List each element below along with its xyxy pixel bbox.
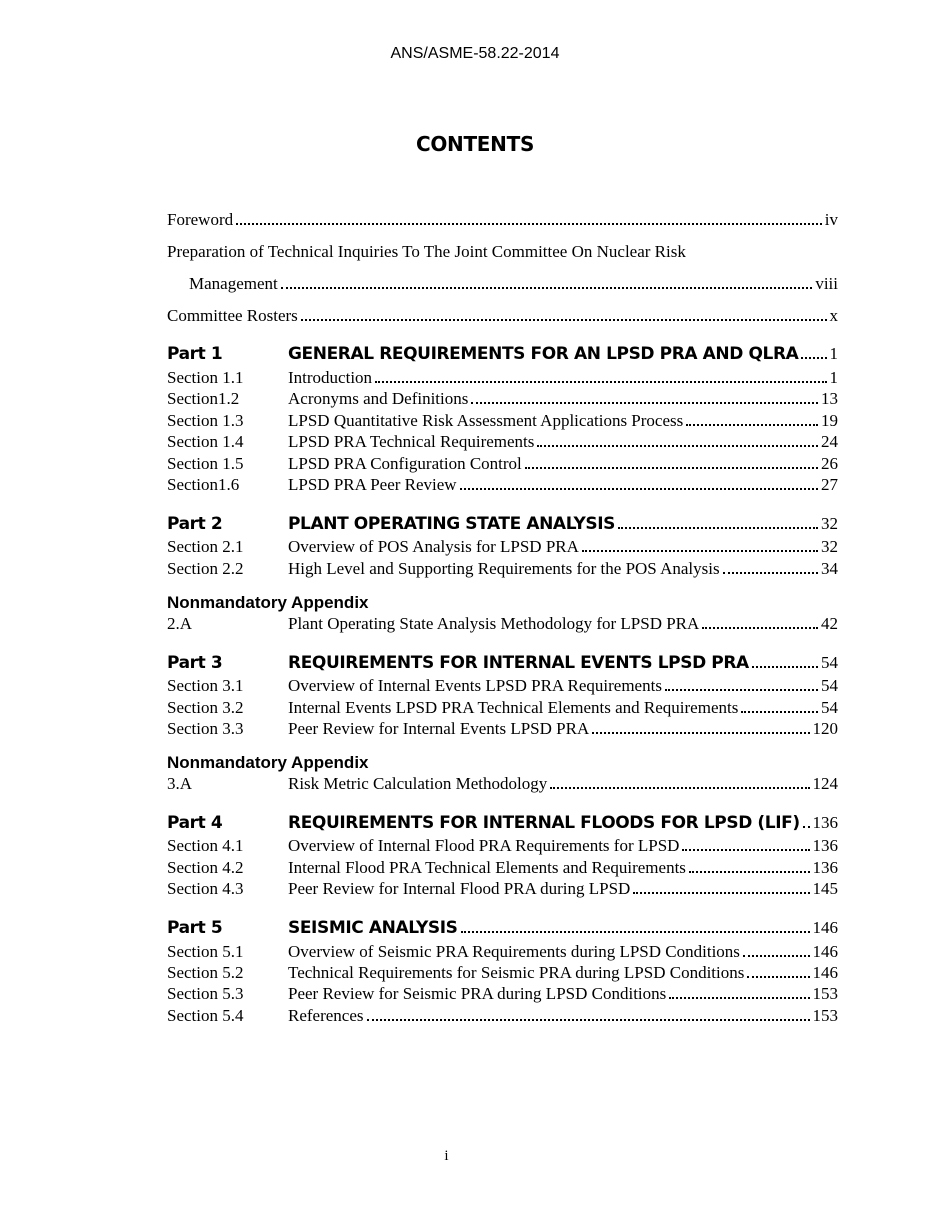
leader-dots [375,368,826,383]
leader-dots [743,942,810,957]
part-label: Part 4 [167,812,223,833]
section-title: LPSD PRA Technical Requirements [288,432,535,451]
toc-section[interactable] [167,942,838,962]
toc-section[interactable] [167,368,838,388]
toc-page-number: 145 [812,879,838,898]
toc-page-number: 146 [812,917,838,937]
toc-page-number: x [829,306,838,325]
section-title: LPSD Quantitative Risk Assessment Applications Process [288,411,684,430]
leader-dots [301,306,827,321]
leader-dots [665,676,818,691]
toc-page-number: 19 [821,411,838,430]
section-label: Section 5.4 [167,1006,244,1025]
toc-section[interactable] [167,559,838,579]
leader-dots [633,879,809,894]
toc-section[interactable] [167,698,838,718]
toc-section[interactable] [167,836,838,856]
section-label: Section 5.3 [167,984,244,1003]
leader-dots [747,963,809,978]
section-label: Section 4.2 [167,858,244,877]
appendix-label: 3.A [167,774,193,793]
toc-page-number: 1 [829,343,838,363]
leader-dots [537,432,818,447]
toc-part-5[interactable] [167,917,838,938]
toc-page-number: 24 [821,432,838,451]
toc-section[interactable] [167,719,838,739]
toc-entry-title: Foreword [167,210,234,229]
part-title: GENERAL REQUIREMENTS FOR AN LPSD PRA AND QLRA [288,343,799,364]
leader-dots [702,614,818,629]
toc-page-number: 54 [821,652,838,672]
section-title: LPSD PRA Peer Review [288,475,457,494]
section-label: Section1.2 [167,389,240,408]
part-title: REQUIREMENTS FOR INTERNAL EVENTS LPSD PRA [288,652,749,673]
leader-dots [686,411,818,426]
toc-section[interactable] [167,389,838,409]
toc-section[interactable] [167,879,838,899]
section-label: Section 4.1 [167,836,244,855]
toc-section[interactable] [167,475,838,495]
section-label: Section 5.1 [167,942,244,961]
leader-dots [803,812,810,828]
part-label: Part 2 [167,513,223,534]
toc-page-number: 13 [821,389,838,408]
page-header: ANS/ASME-58.22-2014 [390,45,560,62]
toc-part-1[interactable] [167,343,838,364]
toc-entry-foreword[interactable] [167,210,838,230]
leader-dots [689,858,810,873]
leader-dots [682,836,809,851]
leader-dots [752,652,818,668]
leader-dots [592,719,809,734]
section-title: Overview of Internal Flood PRA Requirements for LPSD [288,836,680,855]
toc-section[interactable] [167,537,838,557]
appendix-title: Plant Operating State Analysis Methodology for LPSD PRA [288,614,700,633]
section-title: Introduction [288,368,373,387]
toc-page-number: 120 [812,719,838,738]
section-label: Section1.6 [167,475,240,494]
leader-dots [550,774,809,789]
toc-entry-inquiries-cont[interactable] [167,274,838,294]
toc-page-number: iv [824,210,838,229]
section-title: Peer Review for Internal Flood PRA during LPSD [288,879,631,898]
section-title: References [288,1006,364,1025]
part-label: Part 3 [167,652,223,673]
toc-section[interactable] [167,676,838,696]
toc-page-number: 136 [812,812,838,832]
section-title: LPSD PRA Configuration Control [288,454,522,473]
leader-dots [669,984,809,999]
leader-dots [460,475,818,490]
leader-dots [461,917,810,933]
toc-page-number: 42 [821,614,838,633]
toc-part-2[interactable] [167,513,838,534]
toc-page-number: viii [815,274,838,293]
toc-section[interactable] [167,984,838,1004]
toc-page-number: 54 [821,676,838,695]
section-label: Section 5.2 [167,963,244,982]
toc-section[interactable] [167,1006,838,1026]
leader-dots [801,343,826,359]
appendix-title: Risk Metric Calculation Methodology [288,774,548,793]
section-title: Acronyms and Definitions [288,389,469,408]
toc-page-number: 124 [812,774,838,793]
toc-page-number: 26 [821,454,838,473]
toc-appendix[interactable] [167,774,838,794]
leader-dots [525,454,818,469]
toc-entry-title: Management [189,274,278,293]
toc-entry-inquiries[interactable]: Preparation of Technical Inquiries To The Joint Committee On Nuclear Risk [167,242,686,261]
section-title: Peer Review for Internal Events LPSD PRA [288,719,590,738]
toc-section[interactable] [167,411,838,431]
leader-dots [723,559,818,574]
part-title: REQUIREMENTS FOR INTERNAL FLOODS FOR LPSD (LIF) [288,812,800,833]
section-title: Internal Events LPSD PRA Technical Elements and Requirements [288,698,739,717]
section-label: Section 3.2 [167,698,244,717]
appendix-label: 2.A [167,614,193,633]
toc-section[interactable] [167,858,838,878]
contents-title: CONTENTS [415,132,535,156]
toc-appendix[interactable] [167,614,838,634]
page-footer-number: i [444,1148,449,1164]
toc-part-4[interactable] [167,812,838,833]
section-label: Section 2.1 [167,537,244,556]
part-label: Part 1 [167,343,223,364]
section-title: Overview of Seismic PRA Requirements during LPSD Conditions [288,942,740,961]
section-title: Overview of POS Analysis for LPSD PRA [288,537,579,556]
section-label: Section 4.3 [167,879,244,898]
section-title: High Level and Supporting Requirements for the POS Analysis [288,559,720,578]
toc-part-3[interactable] [167,652,838,673]
section-label: Section 1.4 [167,432,244,451]
section-title: Overview of Internal Events LPSD PRA Requirements [288,676,662,695]
toc-page-number: 32 [821,537,838,556]
leader-dots [236,210,822,225]
section-label: Section 3.1 [167,676,244,695]
section-title: Peer Review for Seismic PRA during LPSD Conditions [288,984,667,1003]
toc-page-number: 54 [821,698,838,717]
toc-section[interactable] [167,454,838,474]
section-title: Internal Flood PRA Technical Elements and Requirements [288,858,686,877]
section-title: Technical Requirements for Seismic PRA during LPSD Conditions [288,963,745,982]
leader-dots [618,513,818,529]
leader-dots [367,1006,810,1021]
leader-dots [582,537,818,552]
toc-page-number: 27 [821,475,838,494]
toc-page-number: 32 [821,513,838,533]
appendix-heading: Nonmandatory Appendix [167,593,369,612]
section-label: Section 2.2 [167,559,244,578]
toc-page-number: 146 [812,963,838,982]
section-label: Section 1.5 [167,454,244,473]
section-label: Section 1.3 [167,411,244,430]
toc-section[interactable] [167,432,838,452]
toc-page-number: 153 [812,1006,838,1025]
section-label: Section 1.1 [167,368,244,387]
leader-dots [471,389,818,404]
section-label: Section 3.3 [167,719,244,738]
toc-page-number: 153 [812,984,838,1003]
leader-dots [741,698,818,713]
leader-dots [281,274,813,289]
toc-entry-rosters[interactable] [167,306,838,326]
toc-page-number: 146 [812,942,838,961]
toc-page-number: 1 [829,368,838,387]
toc-page-number: 136 [812,858,838,877]
part-title: SEISMIC ANALYSIS [288,917,458,938]
toc-page-number: 136 [812,836,838,855]
toc-entry-title: Committee Rosters [167,306,298,325]
part-title: PLANT OPERATING STATE ANALYSIS [288,513,615,534]
part-label: Part 5 [167,917,223,938]
appendix-heading: Nonmandatory Appendix [167,753,369,772]
toc-page-number: 34 [821,559,838,578]
toc-section[interactable] [167,963,838,983]
